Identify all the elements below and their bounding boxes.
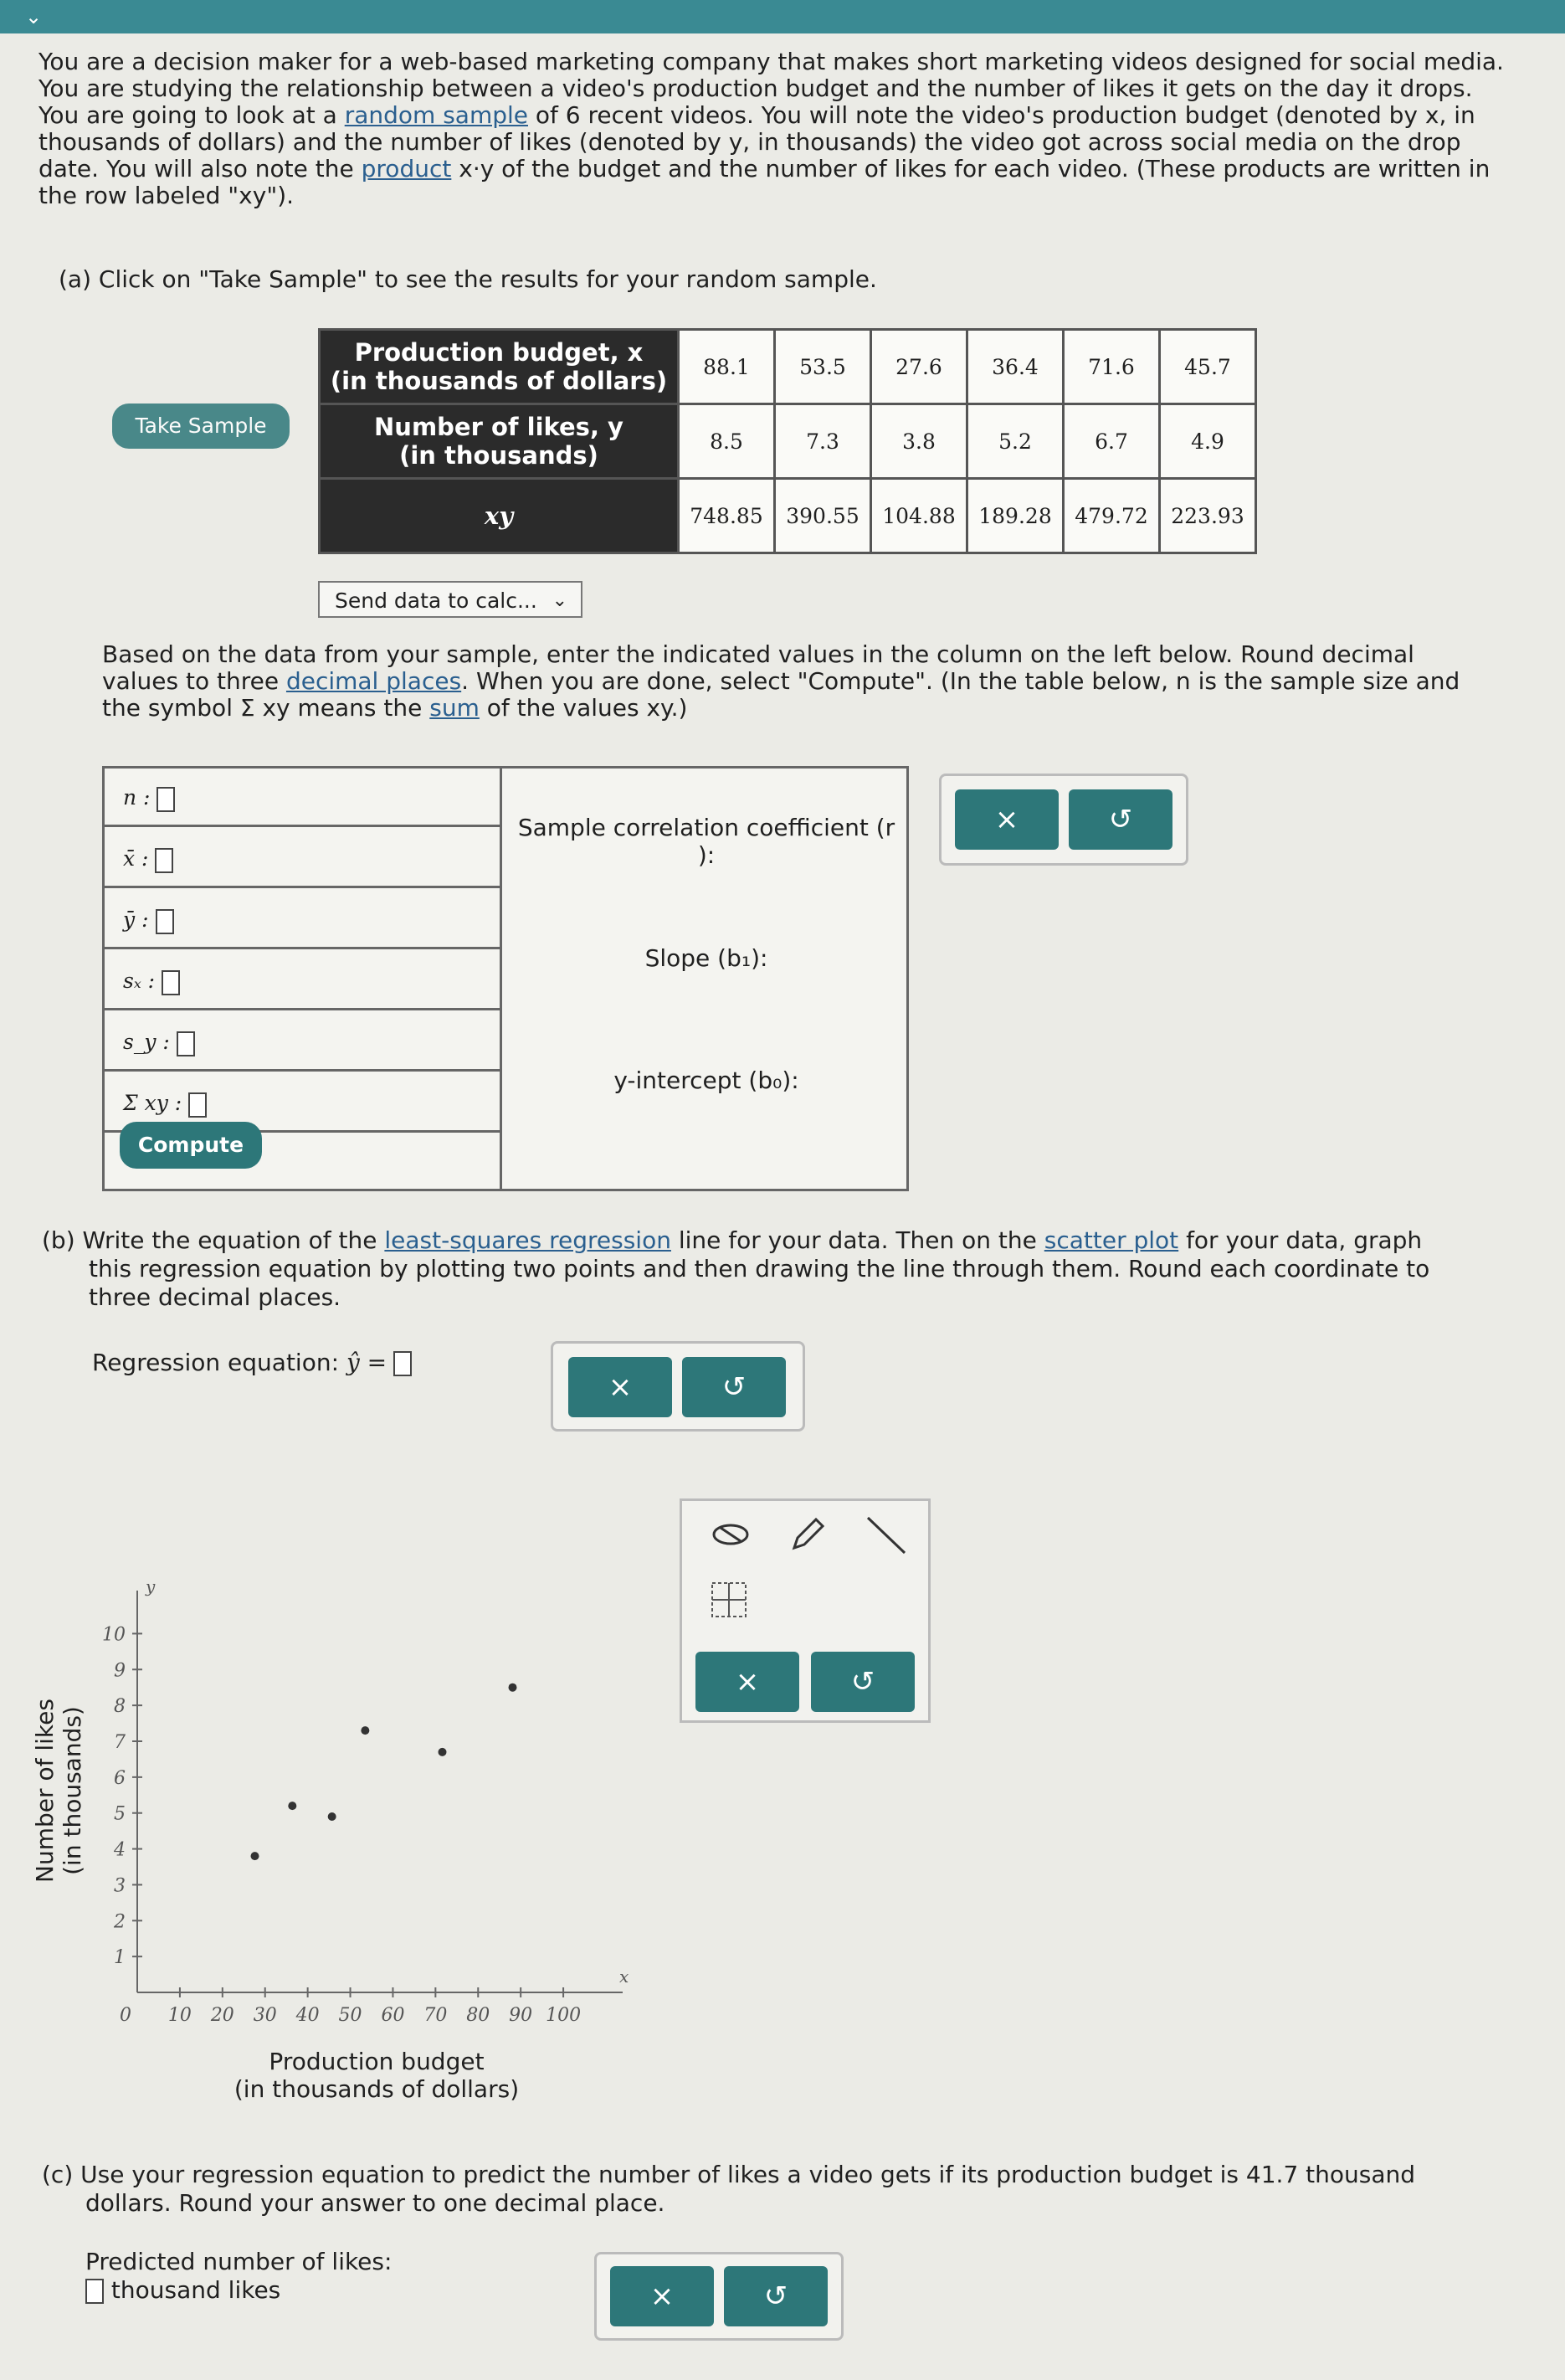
least-squares-link[interactable]: least-squares regression (384, 1226, 671, 1254)
clear-button[interactable]: × (610, 2266, 714, 2326)
y-value: 3.8 (871, 404, 967, 479)
xy-value: 479.72 (1064, 479, 1160, 553)
sx-input-row[interactable]: sₓ : (105, 952, 500, 1010)
predicted-likes-input[interactable] (85, 2279, 104, 2304)
x-tick-label: 80 (466, 2005, 490, 2026)
sumxy-input[interactable] (188, 1092, 207, 1118)
point-tool-icon[interactable] (709, 1580, 749, 1620)
intro-line-2: You are studying the relationship between a video's production budget and the number of likes it gets on the day it drops. (38, 75, 1473, 102)
part-b-actions (551, 1341, 805, 1432)
ybar-input-row[interactable]: ȳ : (105, 891, 500, 949)
collapse-chevron-icon[interactable]: ⌄ (25, 5, 43, 28)
undo-button[interactable]: ↺ (682, 1357, 786, 1417)
y-tick-label: 5 (114, 1803, 126, 1825)
regression-equation-label: Regression equation: ŷ = (92, 1349, 412, 1376)
regression-input[interactable] (393, 1351, 412, 1376)
y-tick-label: 9 (114, 1660, 126, 1682)
scatter-plot[interactable] (0, 1482, 670, 2110)
instructions-line-1: Based on the data from your sample, enter the indicated values in the column on the left below. Round decimal (102, 640, 1414, 668)
undo-button[interactable]: ↺ (724, 2266, 828, 2326)
data-point (251, 1852, 259, 1860)
sumxy-input-row[interactable]: Σ xy : (105, 1074, 500, 1133)
pencil-icon[interactable] (786, 1513, 829, 1556)
x-value: 36.4 (967, 330, 1064, 404)
y-tick-label: 7 (114, 1732, 126, 1753)
y-tick-label: 2 (114, 1911, 126, 1933)
x-axis-title: Production budget (in thousands of dollars) (233, 2048, 520, 2103)
part-b-line-3: three decimal places. (89, 1283, 341, 1311)
eraser-icon[interactable] (709, 1513, 752, 1556)
part-a-actions (939, 774, 1188, 866)
part-a-prompt: (a) Click on "Take Sample" to see the results for your random sample. (59, 265, 877, 293)
intercept-label: y-intercept (b₀): (613, 1067, 799, 1094)
scatter-plot-link[interactable]: scatter plot (1044, 1226, 1179, 1254)
line-tool-icon[interactable] (865, 1513, 908, 1556)
x-value: 88.1 (679, 330, 775, 404)
xy-value: 390.55 (775, 479, 871, 553)
x-tick-label: 100 (546, 2005, 582, 2026)
x-tick-label: 40 (295, 2005, 320, 2026)
table-row (320, 330, 1256, 404)
x-tick-label: 70 (423, 2005, 448, 2026)
ybar-input[interactable] (156, 909, 174, 934)
data-point (509, 1683, 517, 1692)
x-value: 53.5 (775, 330, 871, 404)
undo-button[interactable]: ↺ (811, 1652, 915, 1712)
x-value: 71.6 (1064, 330, 1160, 404)
clear-button[interactable]: × (568, 1357, 672, 1417)
xbar-input-row[interactable]: x̄ : (105, 830, 500, 888)
input-column (105, 768, 502, 1189)
random-sample-link[interactable]: random sample (344, 101, 529, 129)
x-tick-label: 60 (381, 2005, 405, 2026)
y-tick-label: 10 (102, 1624, 126, 1646)
data-point (328, 1812, 336, 1821)
data-point (288, 1802, 296, 1810)
xy-value: 104.88 (871, 479, 967, 553)
undo-button[interactable]: ↺ (1069, 789, 1172, 850)
y-value: 8.5 (679, 404, 775, 479)
x-tick-label: 50 (338, 2005, 362, 2026)
intro-line-1: You are a decision maker for a web-based marketing company that makes short marketing videos designed for social media. (38, 48, 1504, 75)
row-header-budget: Production budget, x (in thousands of dollars) (320, 330, 679, 404)
data-point (361, 1726, 369, 1735)
part-b-line-1: (b) Write the equation of the least-squares regression line for your data. Then on the scatter plot for your data, graph (42, 1226, 1423, 1254)
y-tick-label: 8 (114, 1696, 126, 1718)
take-sample-button[interactable]: Take Sample (112, 404, 290, 449)
decimal-places-link[interactable]: decimal places (285, 667, 462, 695)
y-tick-label: 3 (114, 1875, 126, 1897)
predicted-likes-row: thousand likes (85, 2277, 280, 2304)
x-tick-label: 30 (253, 2005, 277, 2026)
xbar-input[interactable] (155, 848, 173, 873)
sample-data-table (318, 328, 1257, 554)
table-row (320, 404, 1256, 479)
predicted-likes-label: Predicted number of likes: (85, 2248, 393, 2275)
x-axis-letter: x (619, 1966, 629, 1987)
clear-button[interactable]: × (695, 1652, 799, 1712)
y-axis-title: Number of likes (in thousands) (31, 1699, 86, 1883)
x-value: 27.6 (871, 330, 967, 404)
y-tick-label: 4 (114, 1839, 126, 1861)
y-axis-letter: y (146, 1576, 156, 1596)
x-value: 45.7 (1160, 330, 1256, 404)
xy-value: 748.85 (679, 479, 775, 553)
graph-tool-panel (680, 1498, 931, 1723)
compute-panel (102, 766, 909, 1191)
send-data-dropdown[interactable]: Send data to calc... ⌄ (318, 581, 582, 618)
chevron-down-icon: ⌄ (552, 590, 567, 611)
sy-input-row[interactable]: s_y : (105, 1013, 500, 1072)
x-tick-label: 20 (210, 2005, 234, 2026)
intro-line-5: date. You will also note the product x·y of the budget and the number of likes for each video. (These products are written in (38, 155, 1491, 182)
y-value: 7.3 (775, 404, 871, 479)
xy-value: 189.28 (967, 479, 1064, 553)
top-bar (0, 0, 1565, 33)
data-point (439, 1748, 447, 1756)
correlation-label: Sample correlation coefficient (r ): (517, 814, 895, 869)
sx-input[interactable] (162, 970, 180, 995)
n-input-row[interactable]: n : (105, 768, 500, 827)
row-header-likes: Number of likes, y (in thousands) (320, 404, 679, 479)
clear-button[interactable]: × (955, 789, 1059, 850)
x-tick-label: 10 (167, 2005, 192, 2026)
sy-input[interactable] (177, 1031, 195, 1056)
part-c-line-2: dollars. Round your answer to one decimal place. (85, 2189, 665, 2217)
y-value: 5.2 (967, 404, 1064, 479)
y-value: 4.9 (1160, 404, 1256, 479)
intro-line-6: the row labeled "xy"). (38, 182, 295, 209)
y-tick-label: 6 (114, 1767, 126, 1789)
y-value: 6.7 (1064, 404, 1160, 479)
instructions-line-2: values to three decimal places. When you are done, select "Compute". (In the table below, n is the sample size and (102, 667, 1460, 695)
product-link[interactable]: product (361, 155, 452, 182)
part-c-line-1: (c) Use your regression equation to predict the number of likes a video gets if its production budget is 41.7 thousand (42, 2161, 1416, 2188)
part-c-actions (594, 2252, 844, 2341)
y-tick-label: 1 (114, 1947, 126, 1969)
row-header-xy: xy (320, 479, 679, 553)
instructions-line-3: the symbol Σ xy means the sum of the values xy.) (102, 694, 688, 722)
x-tick-label: 0 (120, 2005, 131, 2026)
intro-line-4: thousands of dollars) and the number of likes (denoted by y, in thousands) the video got across social media on the drop (38, 128, 1461, 156)
n-input[interactable] (156, 787, 175, 812)
part-b-line-2: this regression equation by plotting two points and then drawing the line through them. Round each coordinate to (89, 1255, 1430, 1283)
xy-value: 223.93 (1160, 479, 1256, 553)
slope-label: Slope (b₁): (644, 944, 768, 972)
sum-link[interactable]: sum (429, 694, 480, 722)
x-tick-label: 90 (509, 2005, 533, 2026)
table-row (320, 479, 1256, 553)
compute-button[interactable]: Compute (120, 1122, 262, 1169)
intro-line-3: You are going to look at a random sample of 6 recent videos. You will note the video's production budget (denoted by x, in (38, 101, 1475, 129)
